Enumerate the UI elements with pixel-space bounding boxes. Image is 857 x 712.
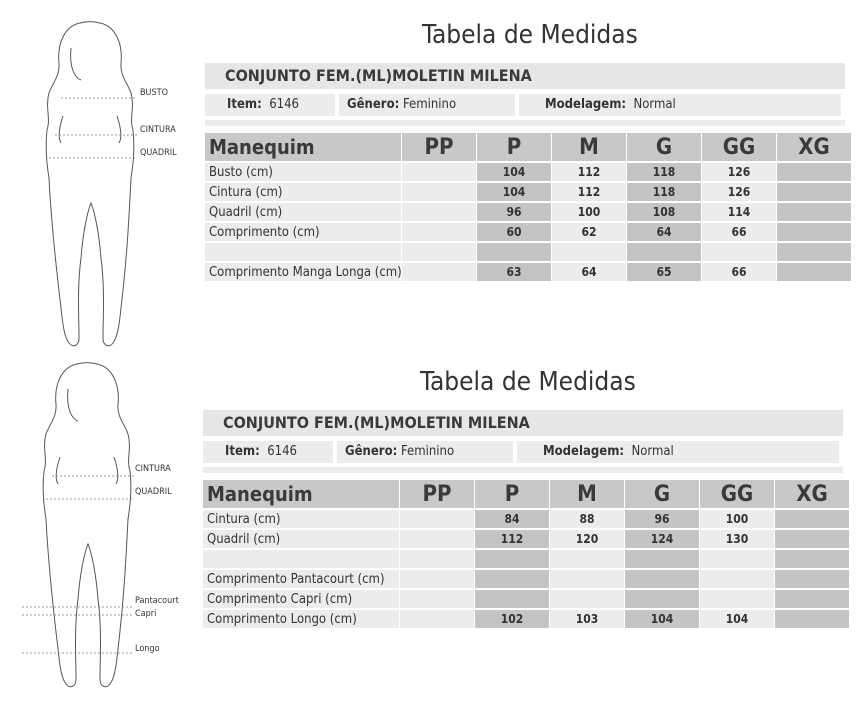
table-row [203, 530, 849, 550]
cell: 96 [477, 203, 551, 223]
product-info-row [203, 441, 843, 463]
cell [700, 570, 774, 590]
cell [402, 203, 476, 223]
cell: 118 [627, 183, 701, 203]
cell [400, 590, 474, 610]
cell [625, 590, 699, 610]
cell: 103 [550, 610, 624, 630]
genero-label: Gênero: [347, 97, 400, 112]
cell: 66 [702, 223, 776, 243]
table-header-row [203, 480, 849, 510]
cell [700, 590, 774, 610]
figure-label-quadril: QUADRIL [140, 148, 177, 158]
col-header: P [477, 133, 551, 163]
row-label: Cintura (cm) [205, 183, 401, 203]
col-header: PP [402, 133, 476, 163]
cell [777, 243, 851, 263]
cell [775, 550, 849, 570]
col-header: Manequim [205, 133, 401, 163]
product-name: CONJUNTO FEM.(ML)MOLETIN MILENA [203, 410, 843, 436]
cell [775, 510, 849, 530]
cell [777, 203, 851, 223]
table-header-row [205, 133, 851, 163]
cell: 104 [625, 610, 699, 630]
body-silhouette-top [25, 18, 175, 353]
figure-label-capri: Capri [135, 609, 157, 619]
cell [402, 263, 476, 283]
col-header: G [625, 480, 699, 510]
modelagem-label: Modelagem: [543, 444, 625, 459]
cell [777, 223, 851, 243]
size-chart-top [0, 0, 857, 350]
cell: 64 [552, 263, 626, 283]
cell [777, 263, 851, 283]
col-header: GG [700, 480, 774, 510]
cell [700, 550, 774, 570]
cell [475, 590, 549, 610]
cell [400, 570, 474, 590]
item-label: Item: [225, 444, 260, 459]
cell: 63 [477, 263, 551, 283]
female-figure-illustration [25, 18, 175, 353]
cell: 124 [625, 530, 699, 550]
cell [400, 610, 474, 630]
cell [402, 243, 476, 263]
cell: 108 [627, 203, 701, 223]
cell: 126 [702, 183, 776, 203]
cell [402, 163, 476, 183]
table-row [205, 243, 851, 263]
cell: 96 [625, 510, 699, 530]
cell: 60 [477, 223, 551, 243]
cell: 114 [702, 203, 776, 223]
cell: 104 [700, 610, 774, 630]
product-name: CONJUNTO FEM.(ML)MOLETIN MILENA [205, 63, 845, 89]
cell: 126 [702, 163, 776, 183]
cell [400, 550, 474, 570]
row-label [203, 550, 399, 570]
table-row [205, 263, 851, 283]
cell [400, 530, 474, 550]
item-field [203, 441, 333, 463]
figure-label-cintura: CINTURA [135, 464, 171, 474]
row-label: Quadril (cm) [205, 203, 401, 223]
cell: 65 [627, 263, 701, 283]
cell: 66 [702, 263, 776, 283]
row-label: Comprimento Capri (cm) [203, 590, 399, 610]
col-header: P [475, 480, 549, 510]
modelagem-field [517, 441, 839, 463]
cell [627, 243, 701, 263]
table-row [203, 510, 849, 530]
row-label [205, 243, 401, 263]
col-header: PP [400, 480, 474, 510]
table-row [203, 550, 849, 570]
cell: 102 [475, 610, 549, 630]
col-header: M [550, 480, 624, 510]
modelagem-label: Modelagem: [545, 97, 627, 112]
cell [552, 243, 626, 263]
cell: 64 [627, 223, 701, 243]
size-table [202, 480, 850, 630]
figure-label-cintura: CINTURA [140, 125, 176, 135]
cell [400, 510, 474, 530]
cell [550, 590, 624, 610]
modelagem-value: Normal [631, 444, 674, 459]
cell [777, 163, 851, 183]
item-value: 6146 [267, 444, 297, 459]
cell [402, 183, 476, 203]
row-label: Comprimento Longo (cm) [203, 610, 399, 630]
table-title: Tabela de Medidas [422, 20, 638, 50]
cell: 112 [475, 530, 549, 550]
cell: 112 [552, 163, 626, 183]
cell [550, 570, 624, 590]
cell: 100 [552, 203, 626, 223]
divider-bar [205, 120, 845, 126]
cell: 104 [477, 183, 551, 203]
cell: 88 [550, 510, 624, 530]
table-row [205, 163, 851, 183]
item-label: Item: [227, 97, 262, 112]
row-label: Cintura (cm) [203, 510, 399, 530]
cell [625, 550, 699, 570]
cell [775, 610, 849, 630]
item-field [205, 94, 335, 116]
col-header: GG [702, 133, 776, 163]
table-row [203, 570, 849, 590]
cell: 62 [552, 223, 626, 243]
col-header: M [552, 133, 626, 163]
divider-bar [203, 467, 843, 473]
figure-label-quadril: QUADRIL [135, 487, 172, 497]
size-chart-bottom [0, 347, 857, 697]
cell [775, 530, 849, 550]
table-row [205, 203, 851, 223]
cell [475, 550, 549, 570]
row-label: Comprimento (cm) [205, 223, 401, 243]
cell [702, 243, 776, 263]
genero-field [339, 94, 515, 116]
modelagem-value: Normal [633, 97, 676, 112]
cell: 84 [475, 510, 549, 530]
cell [777, 183, 851, 203]
genero-value: Feminino [401, 444, 455, 459]
col-header: XG [777, 133, 851, 163]
genero-label: Gênero: [345, 444, 398, 459]
cell: 118 [627, 163, 701, 183]
col-header: Manequim [203, 480, 399, 510]
cell: 112 [552, 183, 626, 203]
cell: 130 [700, 530, 774, 550]
col-header: XG [775, 480, 849, 510]
table-row [203, 590, 849, 610]
cell [550, 550, 624, 570]
figure-label-pantacourt: Pantacourt [135, 596, 179, 606]
product-info-row [205, 94, 845, 116]
table-title: Tabela de Medidas [420, 367, 636, 397]
cell: 120 [550, 530, 624, 550]
table-row [205, 183, 851, 203]
table-row [203, 610, 849, 630]
genero-value: Feminino [403, 97, 457, 112]
cell [402, 223, 476, 243]
cell [475, 570, 549, 590]
cell [625, 570, 699, 590]
table-row [205, 223, 851, 243]
col-header: G [627, 133, 701, 163]
row-label: Quadril (cm) [203, 530, 399, 550]
row-label: Comprimento Manga Longa (cm) [205, 263, 401, 283]
item-value: 6146 [269, 97, 299, 112]
cell: 104 [477, 163, 551, 183]
row-label: Comprimento Pantacourt (cm) [203, 570, 399, 590]
size-table [204, 133, 852, 283]
figure-label-busto: BUSTO [140, 88, 168, 98]
modelagem-field [519, 94, 841, 116]
cell: 100 [700, 510, 774, 530]
cell [775, 570, 849, 590]
row-label: Busto (cm) [205, 163, 401, 183]
cell [775, 590, 849, 610]
cell [477, 243, 551, 263]
genero-field [337, 441, 513, 463]
figure-label-longo: Longo [135, 644, 160, 654]
